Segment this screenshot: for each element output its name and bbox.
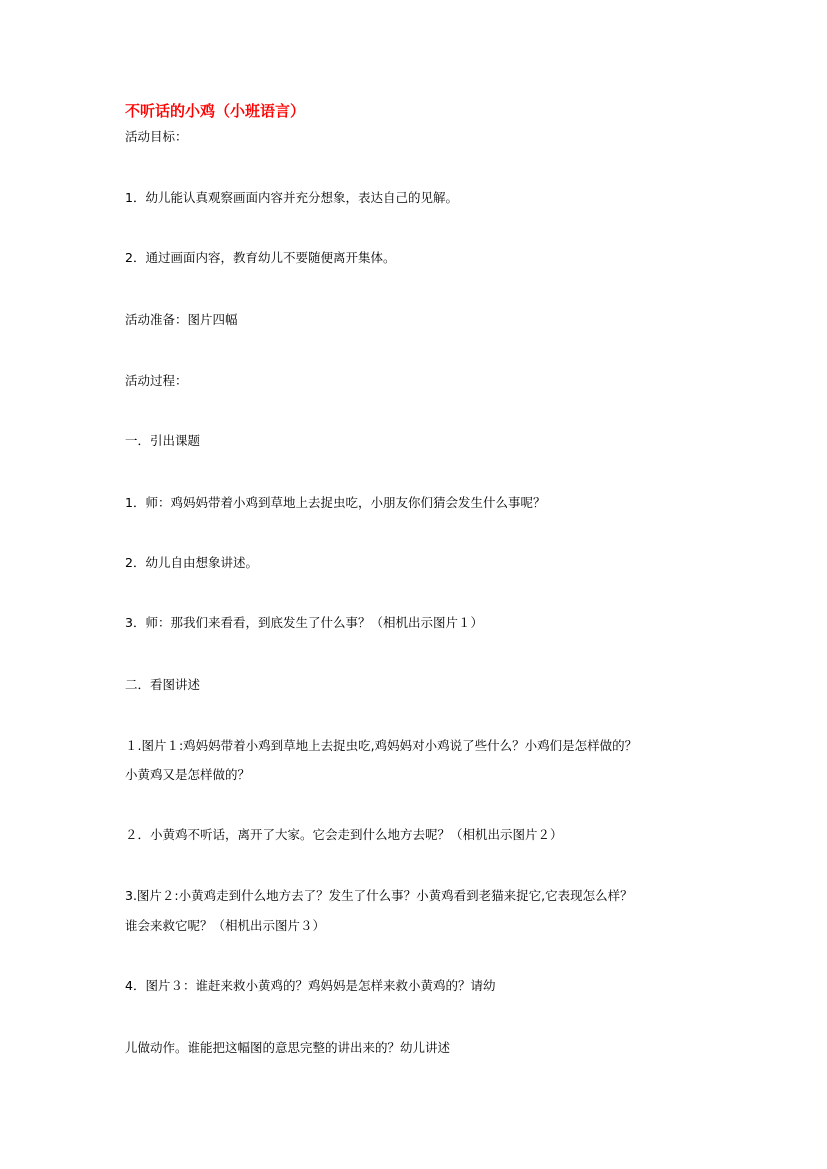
process-step-2-4: 4．图片３：谁赶来救小黄鸡的？鸡妈妈是怎样来救小黄鸡的？请幼 bbox=[125, 978, 496, 993]
process-step-2-3-cont: 谁会来救它呢？（相机出示图片３） bbox=[125, 918, 326, 933]
section-label-process: 活动过程： bbox=[125, 373, 188, 388]
process-step-2-1-cont: 小黄鸡又是怎样做的？ bbox=[125, 767, 251, 782]
process-step-2-3: 3.图片２:小黄鸡走到什么地方去了？发生了什么事？小黄鸡看到老猫来捉它,它表现怎么样？ bbox=[125, 888, 633, 903]
section-label-goals: 活动目标： bbox=[125, 129, 188, 144]
process-heading-2: 二．看图讲述 bbox=[125, 677, 201, 692]
process-step-1-3: 3．师：那我们来看看，到底发生了什么事？（相机出示图片１） bbox=[125, 615, 483, 630]
process-step-2-1: １.图片１:鸡妈妈带着小鸡到草地上去捉虫吃,鸡妈妈对小鸡说了些什么？小鸡们是怎样做的？ bbox=[125, 738, 638, 753]
section-label-preparation: 活动准备：图片四幅 bbox=[125, 312, 238, 327]
document-title: 不听话的小鸡（小班语言） bbox=[125, 102, 306, 120]
goal-item-2: 2．通过画面内容，教育幼儿不要随便离开集体。 bbox=[125, 250, 396, 265]
goal-item-1: 1．幼儿能认真观察画面内容并充分想象，表达自己的见解。 bbox=[125, 190, 458, 205]
process-step-1-2: 2．幼儿自由想象讲述。 bbox=[125, 555, 258, 570]
process-heading-1: 一．引出课题 bbox=[125, 433, 201, 448]
process-step-1-1: 1．师：鸡妈妈带着小鸡到草地上去捉虫吃，小朋友你们猜会发生什么事呢？ bbox=[125, 495, 546, 510]
process-step-2-4-cont: 儿做动作。谁能把这幅图的意思完整的讲出来的？幼儿讲述 bbox=[125, 1040, 451, 1055]
process-step-2-2: ２．小黄鸡不听话，离开了大家。它会走到什么地方去呢？（相机出示图片２） bbox=[125, 827, 563, 842]
